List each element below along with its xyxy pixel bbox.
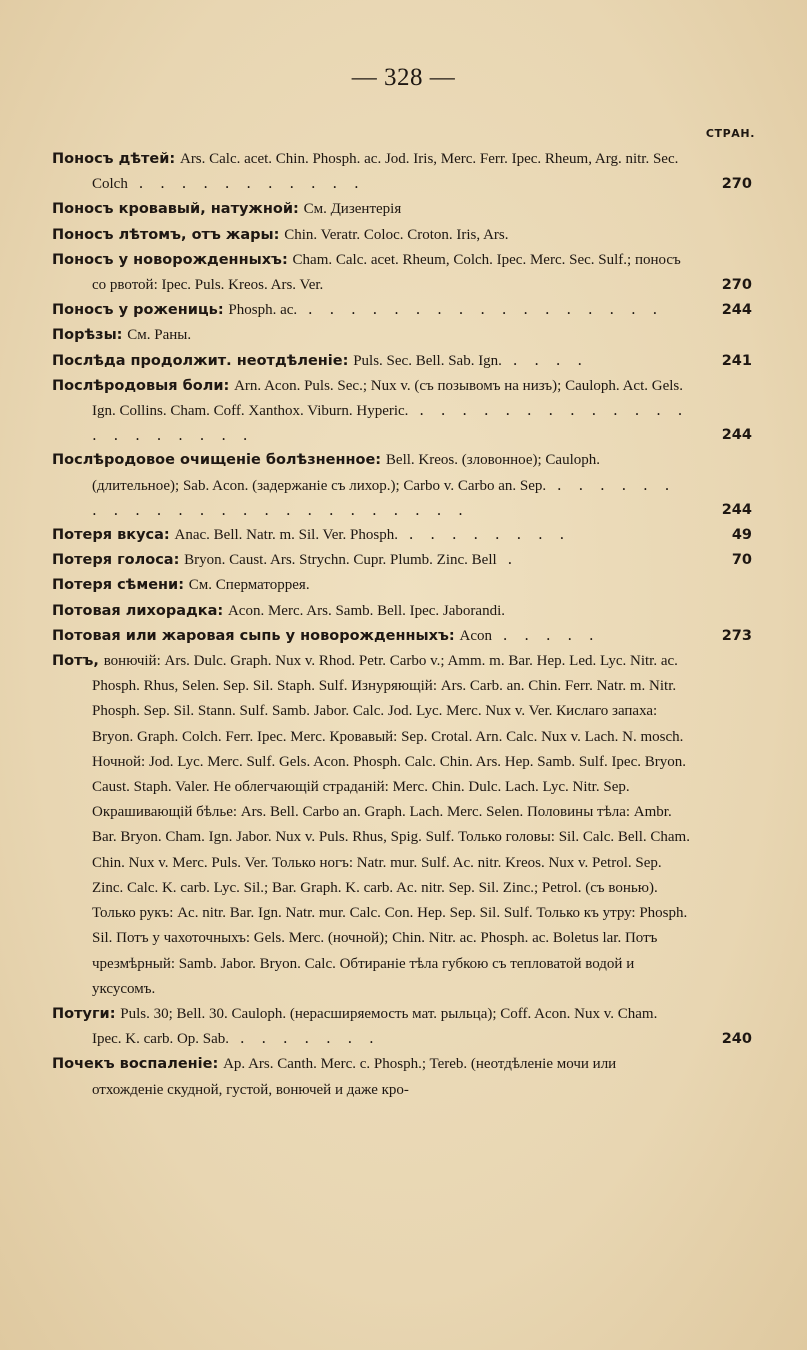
index-entry — [52, 1051, 752, 1101]
entry-term: Почекъ воспаленіе: — [52, 1056, 219, 1073]
entry-remedies: См. Сперматоррея. — [188, 577, 310, 594]
entry-remedies: См. Раны. — [127, 327, 192, 344]
entry-leader-dots: . . . . . . . — [229, 1029, 380, 1048]
entry-remedies: Puls. 30; Bell. 30. Cauloph. (нерасширяемость мат. рыльца); Coff. Acon. Nux v. Cham. Ipec. K. carb. Op. Sab. — [92, 1005, 658, 1048]
entry-term: Потеря голоса: — [52, 552, 180, 569]
index-entry — [52, 623, 752, 648]
entry-term: Поносъ у новорожденныхъ: — [52, 251, 288, 268]
entry-term: Потуги: — [52, 1005, 116, 1022]
entry-page-number: 240 — [721, 1031, 752, 1048]
entry-remedies: Phosph. ac. — [228, 302, 298, 319]
index-entry — [52, 572, 752, 597]
page-number: — 328 — — [351, 64, 456, 91]
entry-remedies: Arn. Acon. Puls. Sec.; Nux v. (съ позывомъ на низъ); Cauloph. Act. Gels. Ign. Collins. Cham. Coff. Xanthox. Viburn. Hyperic. — [92, 377, 683, 420]
entry-remedies: Ars. Calc. acet. Chin. Phosph. ac. Jod. Iris, Merc. Ferr. Ipec. Rheum, Arg. nitr. Sec. Colch — [92, 151, 679, 193]
index-entry — [52, 373, 752, 448]
entry-term: Потъ, — [52, 653, 99, 670]
index-entry — [52, 222, 752, 247]
index-entry — [52, 547, 752, 572]
entry-leader-dots: . . . . . . . . . . . — [127, 174, 365, 193]
entry-remedies: Puls. Sec. Bell. Sab. Ign. — [353, 352, 502, 369]
entry-leader-dots: . . . . — [501, 350, 589, 369]
entry-term: Поносъ лѣтомъ, отъ жары: — [52, 226, 280, 243]
index-entry — [52, 1001, 752, 1051]
entry-leader-dots: . . . . . . . . . . . . . . . . . . . . . . . . — [92, 475, 676, 519]
entry-remedies: Bell. Kreos. (зловонное); Cauloph. (длительное); Sab. Acon. (задержаніе съ лихор.); Carbo v. Carbo an. Sep. — [92, 452, 601, 494]
entry-leader-dots: . . . . . . . . . . . . . . . . . — [297, 300, 664, 319]
index-entry — [52, 648, 752, 1001]
entry-remedies: Acon. Merc. Ars. Samb. Bell. Ipec. Jaborandi. — [227, 602, 505, 619]
entry-term: Поносъ кровавый, натужной: — [52, 201, 299, 218]
index-entry — [52, 598, 752, 623]
index-entry — [52, 322, 752, 347]
entry-leader-dots: . — [496, 550, 519, 569]
entry-term: Потовая или жаровая сыпь у новорожденныхъ: — [52, 627, 455, 644]
entry-remedies: Ap. Ars. Canth. Merc. c. Phosph.; Tereb. (неотдѣленіе мочи или отхожденіе скудной, густой, вонючей и даже кро- — [92, 1056, 617, 1098]
entry-page-number: 273 — [721, 627, 752, 644]
entry-remedies: См. Дизентерія — [303, 201, 402, 218]
entry-term: Послѣродовое очищеніе болѣзненное: — [52, 452, 382, 469]
index-entry — [52, 297, 752, 322]
index-entry — [52, 348, 752, 373]
index-entry — [52, 146, 752, 196]
entry-term: Потовая лихорадка: — [52, 602, 224, 619]
entry-page-number: 244 — [721, 427, 752, 444]
entry-remedies: вонючій: Ars. Dulc. Graph. Nux v. Rhod. Petr. Carbo v.; Amm. m. Bar. Hep. Led. Lyc. Nitr. ac. Phosph. Rhus, Selen. Sep. Sil. Staph. Sulf. Изнуряющій: Ars. Carb. an. Chin. Ferr. Natr. m. Nitr. Phosph. Sep. Sil. Stann. Sulf. Samb. Jabor. Calc. Jod. Lyc. Merc. Nux v. Ver. Кислаго запаха: Bryon. Graph. Colch. Ferr. Ipec. Merc. Кровавый: Sep. Crotal. Arn. Calc. Nux v. Lach. N. mosch. Ночной: Jod. Lyc. Merc. Sulf. Gels. Acon. Phosph. Calc. Chin. Ars. Hep. Samb. Sulf. Ipec. Bryon. Caust. Staph. Valer. Не облегчающій страданій: Merc. Chin. Dulc. Lach. Lyc. Nitr. Sep. Окрашивающій бѣлье: Ars. Bell. Carbo an. Graph. Lach. Merc. Selen. Половины тѣла: Ambr. Bar. Bryon. Cham. Ign. Jabor. Nux v. Puls. Rhus, Spig. Sulf. Только головы: Sil. Calc. Bell. Cham. Chin. Nux v. Merc. Puls. Ver. Только ногъ: Natr. mur. Sulf. Ac. nitr. Kreos. Nux v. Petrol. Sep. Zinc. Calc. K. carb. Lyc. Sil.; Bar. Graph. K. carb. Ac. nitr. Sep. Sil. Zinc.; Petrol. (съ вонью). Только рукъ: Ac. nitr. Bar. Ign. Natr. mur. Calc. Con. Hep. Sep. Sil. Sulf. Только къ утру: Phosph. Sil. Потъ у чахоточныхъ: Gels. Merc. (ночной); Chin. Nitr. ac. Phosph. ac. Boletus lar. Потъ чрезмѣрный: Samb. Jabor. Bryon. Calc. Обтираніе тѣла губкою съ тепловатой водой и уксусомъ. — [92, 653, 690, 997]
entry-page-number: 241 — [721, 352, 752, 369]
entry-term: Порѣзы: — [52, 327, 123, 344]
entry-remedies: Acon — [459, 627, 492, 644]
entry-page-number: 244 — [721, 302, 752, 319]
entry-leader-dots: . . . . . — [492, 625, 600, 644]
index-entry — [52, 522, 752, 547]
entry-page-number: 244 — [721, 501, 752, 518]
page-column-heading: СТРАН. — [705, 127, 755, 140]
index-entry — [52, 247, 752, 297]
entry-leader-dots: . . . . . . . . . . . . . . . . . . . . . — [92, 401, 689, 445]
entry-term: Послѣродовыя боли: — [52, 377, 230, 394]
entry-leader-dots: . . . . . . . . — [398, 525, 571, 544]
entry-term: Поносъ у рожениць: — [52, 302, 224, 319]
entry-remedies: Bryon. Caust. Ars. Strychn. Cupr. Plumb. Zinc. Bell — [184, 552, 497, 569]
entry-page-number: 70 — [731, 552, 752, 569]
entry-term: Потеря сѣмени: — [52, 577, 185, 594]
entry-page-number: 270 — [721, 176, 752, 193]
index-entry — [52, 447, 752, 522]
entry-term: Послѣда продолжит. неотдѣленіе: — [52, 352, 349, 369]
entry-remedies: Anac. Bell. Natr. m. Sil. Ver. Phosph. — [174, 527, 398, 544]
entry-page-number: 49 — [731, 527, 752, 544]
entry-term: Поносъ дѣтей: — [52, 151, 176, 167]
entry-term: Потеря вкуса: — [52, 527, 170, 544]
entry-remedies: Cham. Calc. acet. Rheum, Colch. Ipec. Merc. Sec. Sulf.; поносъ со рвотой: Ipec. Puls. Kreos. Ars. Ver. — [92, 251, 681, 294]
index-entries — [52, 146, 752, 1102]
entry-remedies: Chin. Veratr. Coloc. Croton. Iris, Ars. — [284, 226, 509, 243]
index-entry — [52, 196, 752, 221]
entry-page-number: 270 — [721, 277, 752, 294]
